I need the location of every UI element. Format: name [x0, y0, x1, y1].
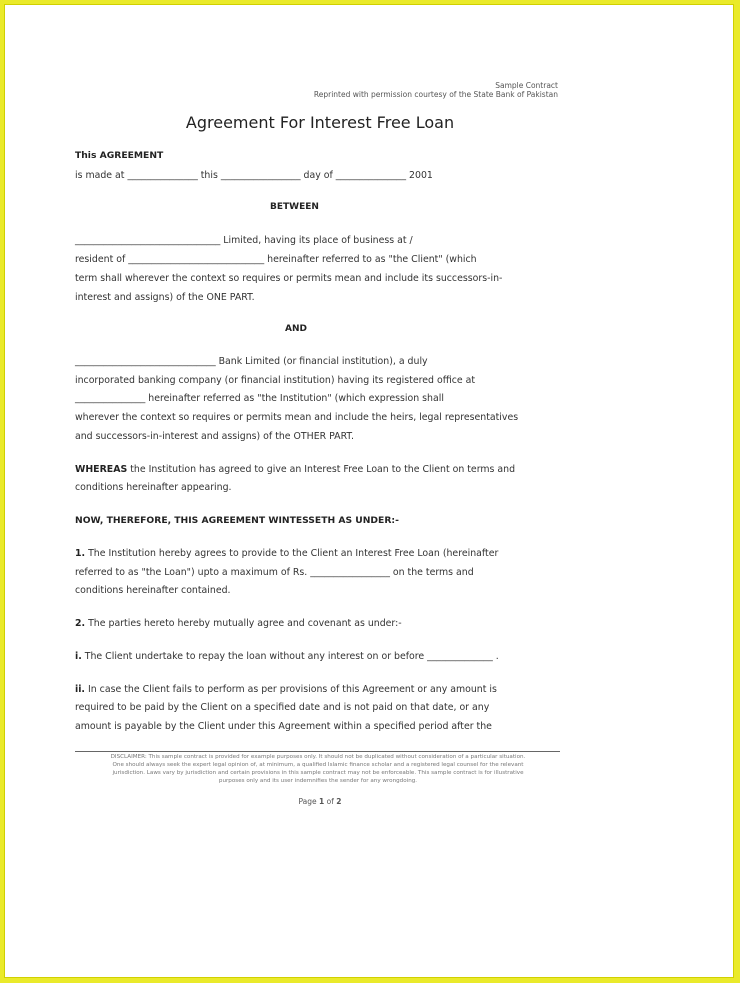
page-of: of [324, 797, 337, 806]
agreement-intro-label: This AGREEMENT [75, 150, 164, 161]
clause-ii-number: ii. [75, 684, 85, 695]
page-prefix: Page [298, 797, 320, 806]
page-number [0, 797, 640, 806]
institution-line-1: ______________________________ Bank Limited (or financial institution), a duly [75, 356, 428, 367]
whereas-line-2: conditions hereinafter appearing. [75, 482, 232, 493]
page-total: 2 [336, 797, 342, 806]
whereas-text-1: the Institution has agreed to give an Interest Free Loan to the Client on terms and [127, 464, 516, 475]
whereas-label: WHEREAS [75, 464, 128, 475]
and-heading: AND [285, 324, 307, 334]
between-heading: BETWEEN [270, 202, 319, 212]
disclaimer-line-1: DISCLAIMER: This sample contract is provided for example purposes only. It should not be duplicated without consideration of a particular situation. [110, 754, 526, 760]
disclaimer-line-2: One should always seek the expert legal opinion of, at minimum, a qualified Islamic finance scholar and a registered legal counsel for the relevant [112, 762, 524, 768]
clause-ii-line-2: required to be paid by the Client on a specified date and is not paid on that date, or any [75, 702, 490, 713]
clause-i-number: i. [75, 651, 82, 662]
document-title: Agreement For Interest Free Loan [185, 113, 455, 132]
clause-ii-line-1 [75, 684, 497, 695]
client-line-1: _______________________________ Limited, having its place of business at / [75, 235, 413, 246]
client-line-4: interest and assigns) of the ONE PART. [75, 292, 255, 303]
now-therefore-heading: NOW, THEREFORE, THIS AGREEMENT WINTESSETH AS UNDER:- [75, 515, 399, 526]
page-current: 1 [319, 797, 325, 806]
institution-line-5: and successors-in-interest and assigns) of the OTHER PART. [75, 431, 355, 442]
made-at-line: is made at _______________ this _________________ day of _______________ 2001 [75, 170, 433, 181]
header-note-sample-contract: Sample Contract [495, 81, 558, 90]
header-note-reprint-permission: Reprinted with permission courtesy of the State Bank of Pakistan [313, 90, 558, 99]
clause-2-number: 2. [75, 618, 86, 629]
clause-ii-text-1: In case the Client fails to perform as per provisions of this Agreement or any amount is [85, 684, 497, 695]
client-line-2: resident of _____________________________ hereinafter referred to as "the Client" (which [75, 254, 477, 265]
institution-line-4: wherever the context so requires or permits mean and include the heirs, legal representatives [75, 412, 519, 423]
clause-1-number: 1. [75, 548, 86, 559]
clause-1-text-1: The Institution hereby agrees to provide to the Client an Interest Free Loan (hereinafter [85, 548, 499, 559]
institution-line-2: incorporated banking company (or financial institution) having its registered office at [75, 375, 476, 386]
clause-1-line-3: conditions hereinafter contained. [75, 585, 231, 596]
clause-ii-line-3: amount is payable by the Client under this Agreement within a specified period after the [75, 721, 492, 732]
footer-divider [75, 751, 560, 752]
clause-i-line [75, 651, 499, 662]
clause-2-text: The parties hereto hereby mutually agree and covenant as under:- [85, 618, 402, 629]
whereas-line-1 [75, 464, 515, 475]
clause-i-text: The Client undertake to repay the loan without any interest on or before ______________ . [81, 651, 499, 662]
client-line-3: term shall wherever the context so requires or permits mean and include its successors-in- [75, 273, 503, 284]
clause-1-line-1 [75, 548, 498, 559]
clause-2-line [75, 618, 402, 629]
institution-line-3: _______________ hereinafter referred as "the Institution" (which expression shall [75, 393, 444, 404]
disclaimer-line-4: purposes only and its user indemnifies the sender for any wrongdoing. [218, 778, 418, 784]
clause-1-line-2: referred to as "the Loan") upto a maximum of Rs. _________________ on the terms and [75, 567, 474, 578]
disclaimer-line-3: jurisdiction. Laws vary by jurisdiction and certain provisions in this sample contract may not be enforceable. This sample contract is for illustrative [112, 770, 524, 776]
